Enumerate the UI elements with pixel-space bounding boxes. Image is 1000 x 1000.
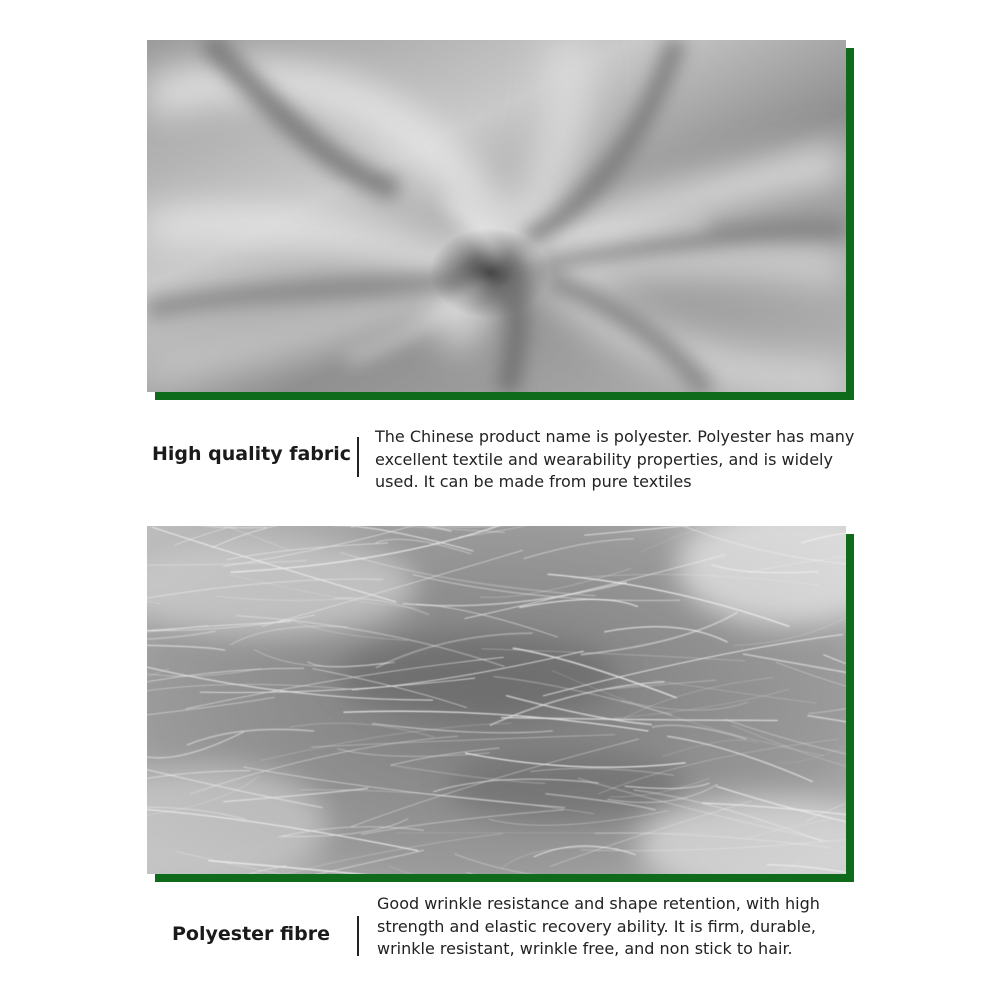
- satin-fabric-panel: [147, 40, 846, 392]
- caption-divider: [357, 916, 359, 956]
- fibre-panel: [147, 526, 846, 874]
- fabric-title: High quality fabric: [152, 443, 352, 465]
- fibre-title: Polyester fibre: [172, 923, 330, 945]
- fabric-caption-row: [0, 425, 1000, 495]
- fibre-description: Good wrinkle resistance and shape retention, with high strength and elastic recovery ability. It is firm, durable, wrinkle resistant, wrinkle free, and non stick to hair.: [377, 894, 820, 958]
- fibre-caption-row: [0, 890, 1000, 990]
- fabric-description: The Chinese product name is polyester. Polyester has many excellent textile and wearability properties, and is widely used. It can be made from pure textiles: [375, 427, 855, 491]
- satin-fabric-image: [147, 40, 846, 392]
- polyester-fibre-image: [147, 526, 846, 874]
- caption-divider: [357, 437, 359, 477]
